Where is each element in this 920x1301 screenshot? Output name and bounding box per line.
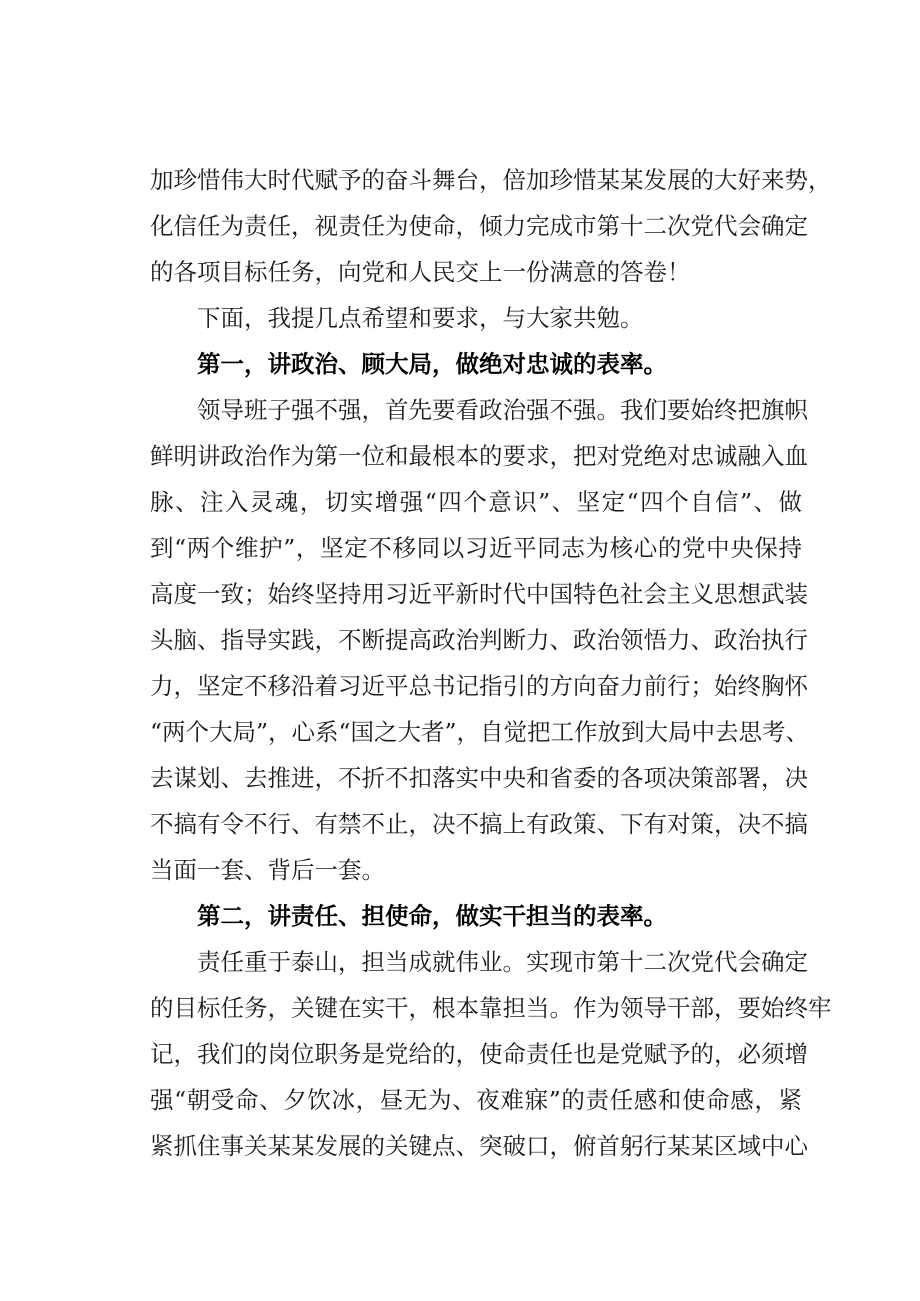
- section-1-line-5: 高度一致；始终坚持用习近平新时代中国特色社会主义思想武装: [150, 580, 808, 608]
- section-1-line-1: 领导班子强不强，首先要看政治强不强。我们要始终把旗帜: [197, 396, 808, 424]
- section-1-heading: 第一，讲政治、顾大局，做绝对忠诚的表率。: [197, 350, 667, 378]
- section-1-line-2: 鲜明讲政治作为第一位和最根本的要求，把对党绝对忠诚融入血: [150, 442, 808, 470]
- section-2-line-5: 紧抓住事关某某发展的关键点、突破口，俯首躬行某某区域中心: [150, 1132, 808, 1160]
- section-1-line-4: 到“两个维护”，坚定不移同以习近平同志为核心的党中央保持: [150, 534, 802, 562]
- section-2-line-1: 责任重于泰山，担当成就伟业。实现市第十二次党代会确定: [197, 948, 808, 976]
- section-2-line-3: 记，我们的岗位职务是党给的，使命责任也是党赋予的，必须增: [150, 1040, 808, 1068]
- section-2-line-2: 的目标任务，关键在实干，根本靠担当。作为领导干部，要始终牢: [150, 994, 832, 1022]
- intro-line-2: 化信任为责任，视责任为使命，倾力完成市第十二次党代会确定: [150, 212, 808, 240]
- intro-line-3: 的各项目标任务，向党和人民交上一份满意的答卷！: [150, 258, 691, 286]
- section-1-line-10: 不搞有令不行、有禁不止，决不搞上有政策、下有对策，决不搞: [150, 810, 808, 838]
- section-1-line-8: “两个大局”，心系“国之大者”，自觉把工作放到大局中去思考、: [150, 718, 810, 746]
- section-1-line-6: 头脑、指导实践，不断提高政治判断力、政治领悟力、政治执行: [150, 626, 808, 654]
- section-2-heading: 第二，讲责任、担使命，做实干担当的表率。: [197, 902, 667, 930]
- section-1-line-3: 脉、注入灵魂，切实增强“四个意识”、坚定“四个自信”、做: [150, 488, 802, 516]
- section-1-line-11: 当面一套、背后一套。: [150, 856, 385, 884]
- section-2-line-4: 强“朝受命、夕饮冰，昼无为、夜难寐”的责任感和使命感，紧: [150, 1086, 802, 1114]
- transition-paragraph: 下面，我提几点希望和要求，与大家共勉。: [197, 304, 644, 332]
- section-1-line-9: 去谋划、去推进，不折不扣落实中央和省委的各项决策部署，决: [150, 764, 808, 792]
- section-1-line-7: 力，坚定不移沿着习近平总书记指引的方向奋力前行；始终胸怀: [150, 672, 808, 700]
- intro-line-1: 加珍惜伟大时代赋予的奋斗舞台，倍加珍惜某某发展的大好来势，: [150, 166, 832, 194]
